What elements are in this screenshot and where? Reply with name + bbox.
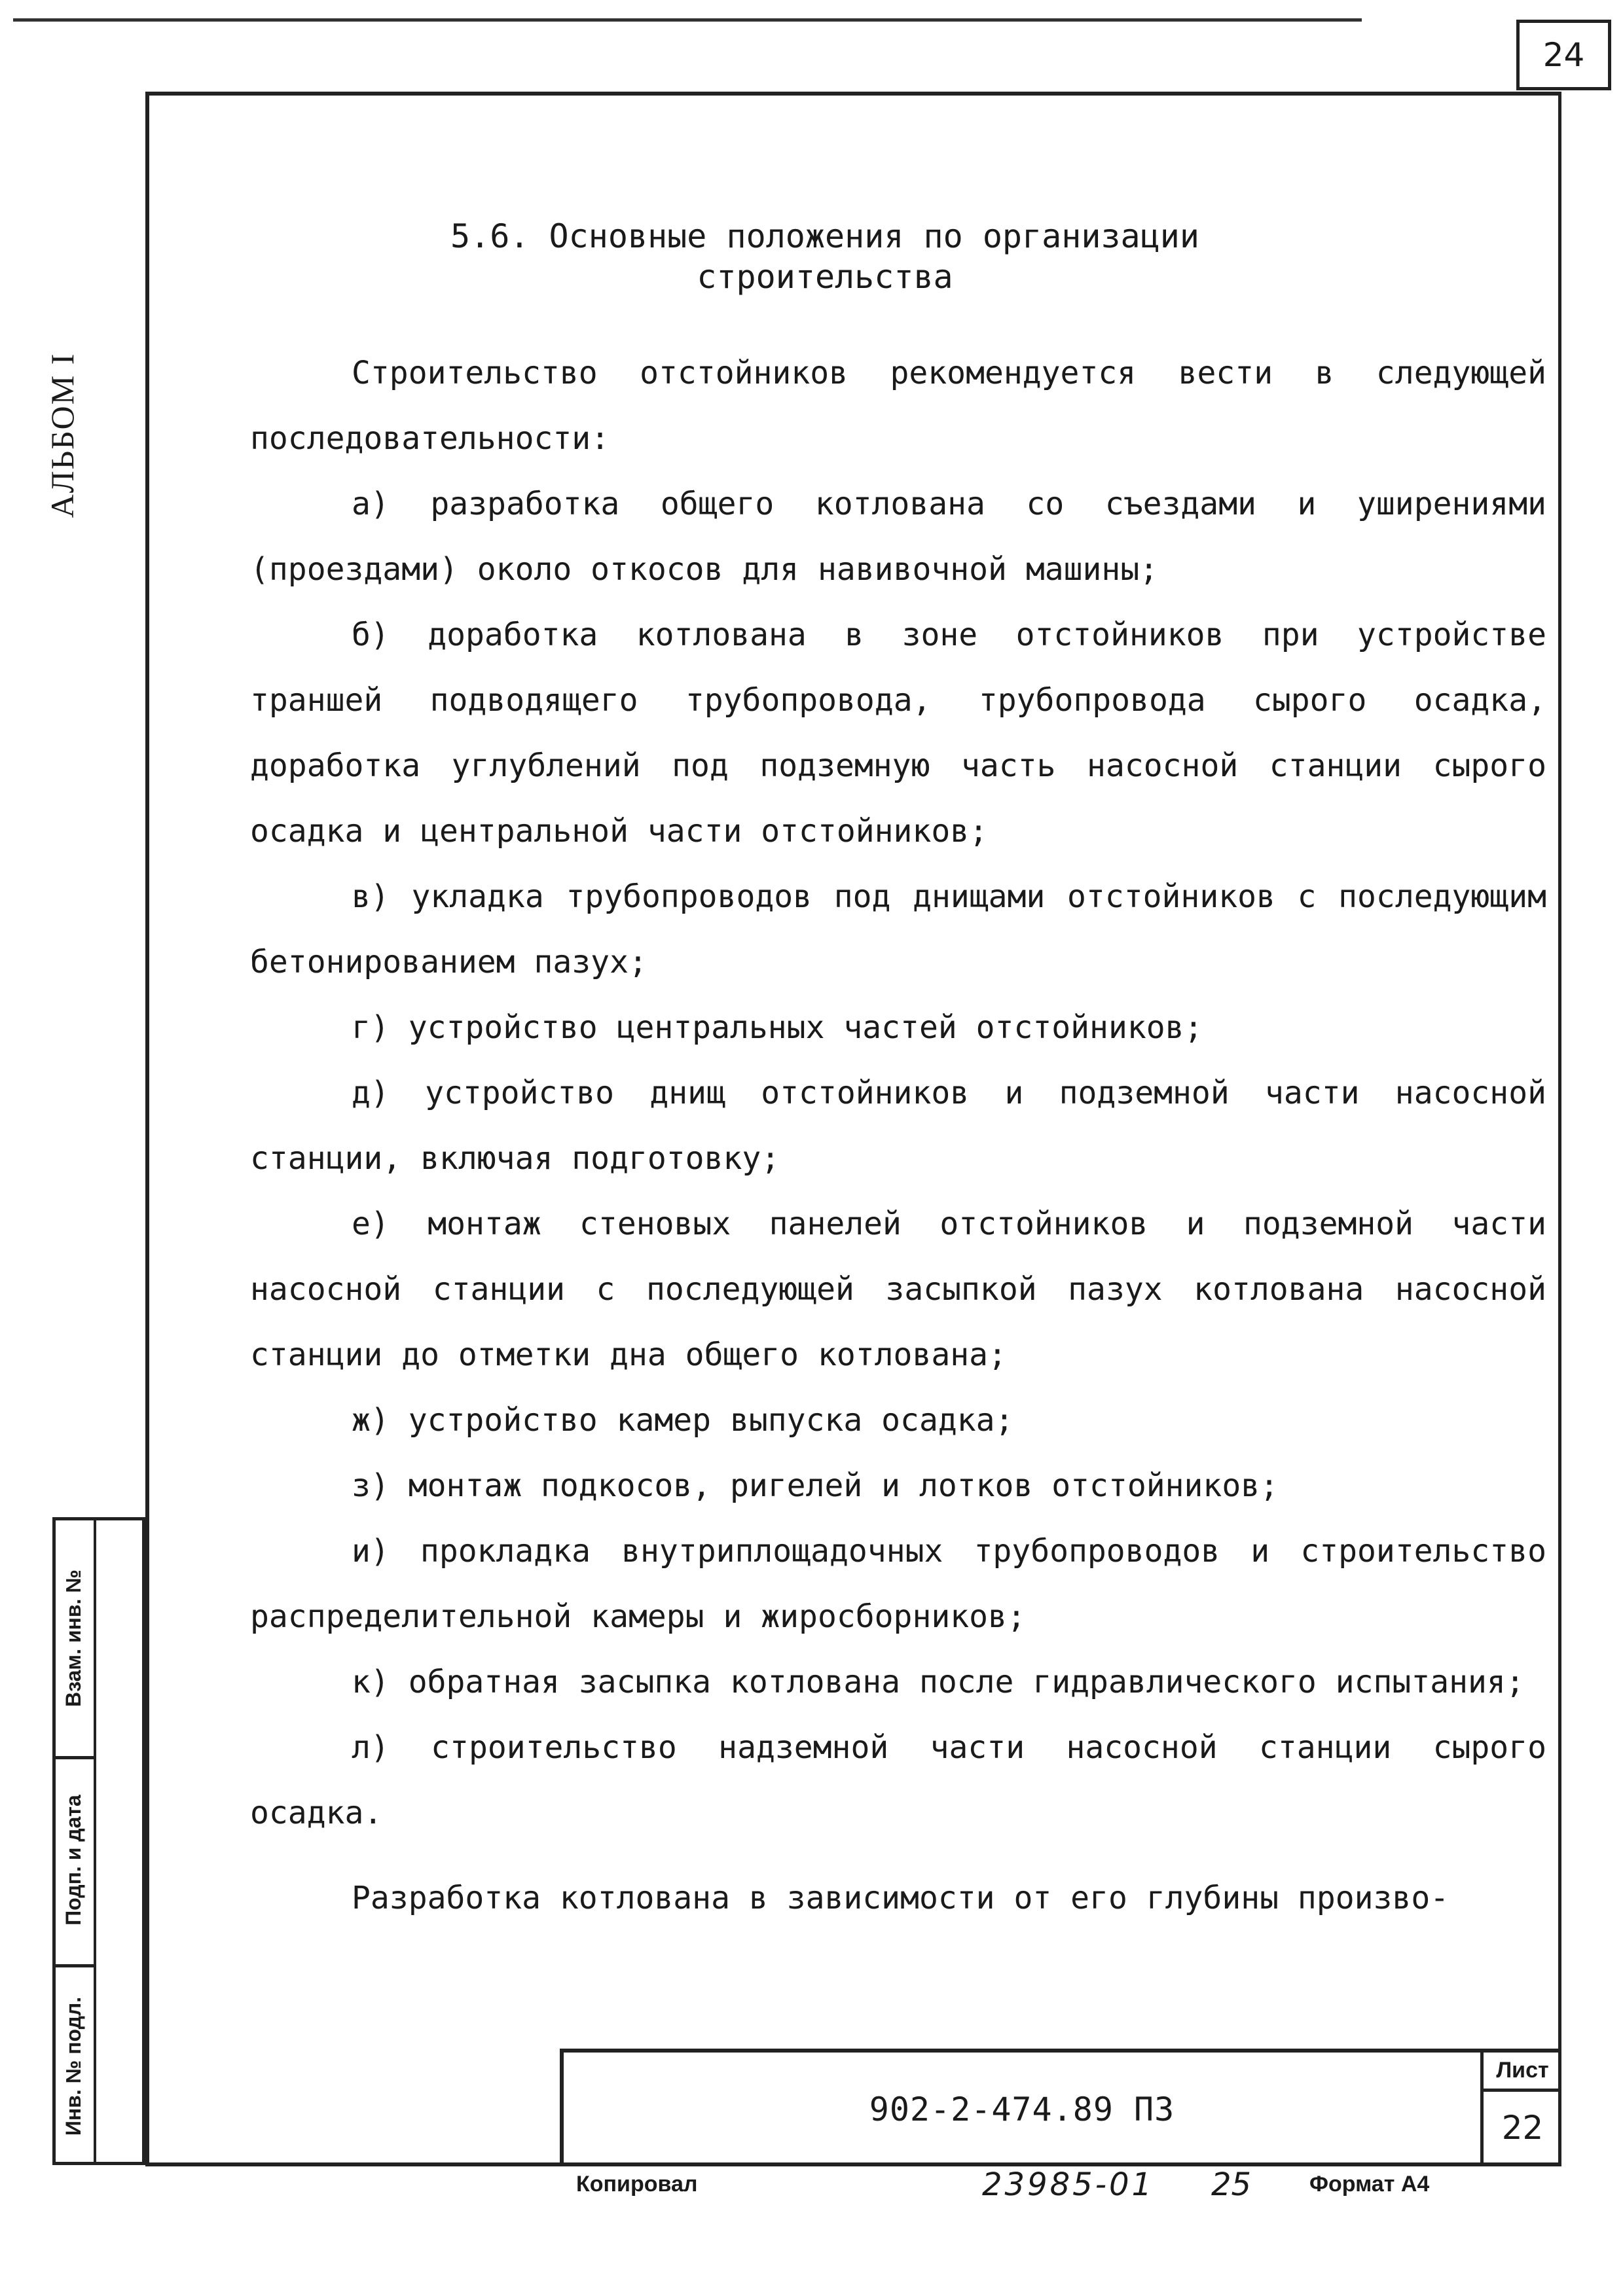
paragraph: Разработка котлована в зависимости от его глубины произво- [352,1880,1450,1916]
stamp-label-original-inv: Инв. № подл. [61,1996,85,2136]
top-rule [13,18,1362,22]
list-item-z: з) монтаж подкосов, ригелей и лотков отстойников; [352,1467,1279,1504]
list-item-d: д) устройство днищ отстойников и подземной части насосной станции, включая подготовку; [250,1075,1546,1177]
sheet-label: Лист [1484,2053,1561,2092]
list-item-v: в) укладка трубопроводов под днищами отстойников с последующим бетонированием пазух; [250,878,1546,980]
format-label: Формат А4 [1309,2172,1430,2197]
list-item-l: л) строительство надземной части насосной станции сырого осадка. [250,1729,1546,1831]
copied-label: Копировал [576,2172,698,2197]
sheet-cell [1480,2053,1561,2166]
list-item-a: а) разработка общего котлована со съездами и уширениями (проездами) около откосов для навивочной машины; [250,486,1546,588]
sheet-number: 22 [1501,2109,1544,2147]
section-title-line1: 5.6. Основные положения по организации [450,217,1199,255]
album-label: АЛЬБОМ I [44,352,81,518]
document-code: 902-2-474.89 ПЗ [869,2090,1175,2128]
paragraph: Строительство отстойников рекомендуется вести в следующей последовательности: [250,355,1546,457]
stamp-label-signature-date: Подп. и дата [61,1795,85,1926]
title-block [560,2049,1561,2166]
list-item-e: е) монтаж стеновых панелей отстойников и подземной части насосной станции с последующей засыпкой пазух котлована насосной станции до отметки дна общего котлована; [250,1206,1546,1373]
list-item-b: б) доработка котлована в зоне отстойников при устройстве траншей подводящего трубопровода, трубопровода сырого осадка, доработка углублений под подземную часть насосной станции сырого осадка и центральной части отстойников; [250,617,1546,850]
stamp-label-replacement-inv: Взам. инв. № [61,1570,85,1707]
list-item-i: и) прокладка внутриплощадочных трубопроводов и строительство распределительной камеры и жиросборников; [250,1533,1546,1635]
stamp-column-divider [94,1520,96,2162]
section-title-line2: строительства [697,258,953,296]
section-title [393,216,1257,297]
order-suffix: 25 [1211,2166,1252,2203]
list-item-k: к) обратная засыпка котлована после гидравлического испытания; [352,1664,1525,1700]
page-number: 24 [1516,20,1611,90]
list-item-zh: ж) устройство камер выпуска осадка; [352,1402,1014,1439]
list-item-g: г) устройство центральных частей отстойников; [352,1009,1203,1046]
order-number: 23985-01 [982,2166,1155,2203]
side-stamp [52,1517,145,2165]
body-text [250,340,1546,1931]
